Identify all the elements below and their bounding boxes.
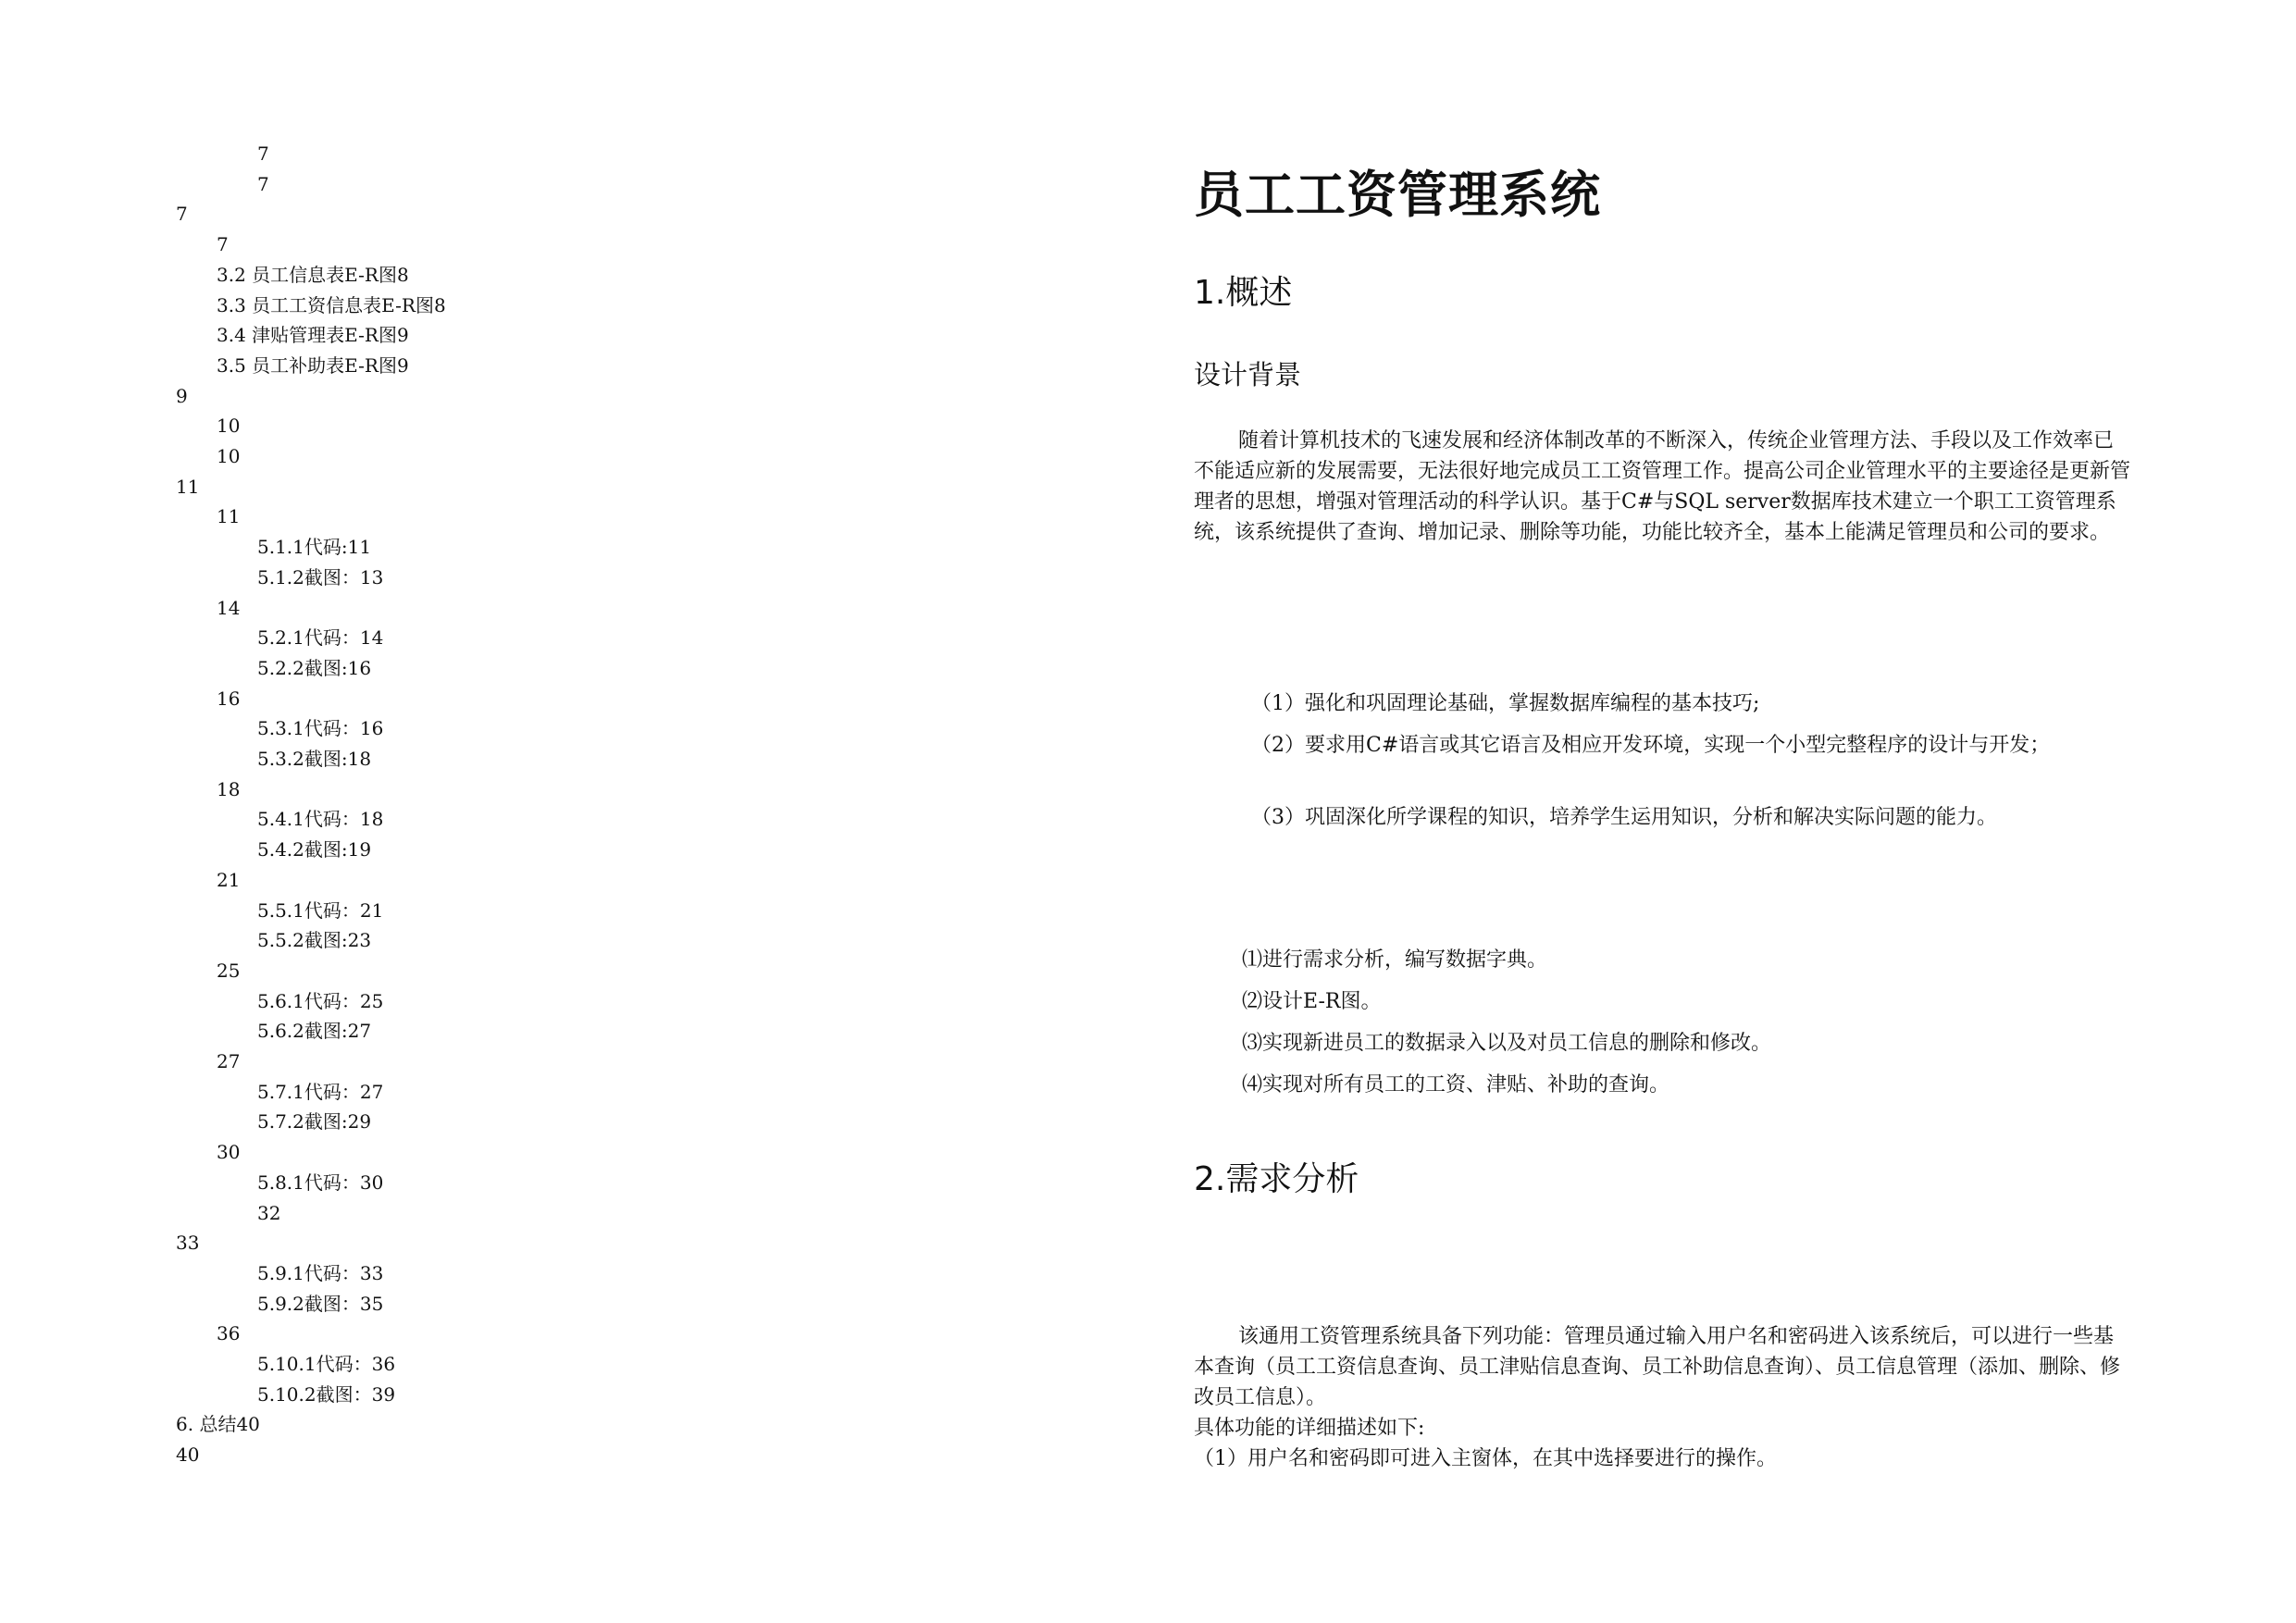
toc-entry: 5.9.1代码：33 [257,1261,384,1284]
requirements-paragraph-text: 该通用工资管理系统具备下列功能：管理员通过输入用户名和密码进入该系统后，可以进行一些基本查询（员工工资信息查询、员工津贴信息查询、员工补助信息查询）、员工信息管理（添加、删除、修改员工信息）。 [1194,1325,2121,1409]
requirements-paragraph [1194,1321,2133,1474]
toc-entry: 5.6.1代码：25 [257,989,384,1012]
goal-item-3: （3）巩固深化所学课程的知识，培养学生运用知识，分析和解决实际问题的能力。 [1251,806,1997,829]
toc-entry: 11 [217,505,241,528]
background-paragraph-text: 随着计算机技术的飞速发展和经济体制改革的不断深入，传统企业管理方法、手段以及工作效率已不能适应新的发展需要，无法很好地完成员工工资管理工作。提高公司企业管理水平的主要途径是更新管理者的思想，增强对管理活动的科学认识。基于C#与SQL server数据库技术建立一个职工工资管理系统，该系统提供了查询、增加记录、删除等功能，功能比较齐全，基本上能满足管理员和公司的要求。 [1194,429,2131,544]
toc-entry: 5.7.2截图:29 [257,1110,372,1134]
task-item-2: ⑵设计E-R图。 [1242,990,1382,1013]
toc-entry: 33 [176,1232,200,1255]
toc-entry: 3.4 津贴管理表E-R图9 [217,324,409,347]
task-item-1: ⑴进行需求分析，编写数据字典。 [1242,948,1548,972]
toc-entry: 3.2 员工信息表E-R图8 [217,263,409,286]
toc-entry: 5.9.2截图：35 [257,1292,384,1315]
toc-entry: 5.3.1代码：16 [257,717,384,740]
toc-entry: 21 [217,868,241,891]
requirements-detail-intro: 具体功能的详细描述如下: [1194,1417,1425,1440]
subsection-heading-background: 设计背景 [1194,359,1302,390]
toc-entry: 5.1.2截图：13 [257,565,384,588]
toc-entry: 5.5.2截图:23 [257,929,372,952]
toc-entry: 5.10.1代码：36 [257,1353,396,1375]
toc-entry: 27 [217,1050,241,1072]
toc-entry: 10 [217,415,241,438]
toc-entry: 36 [217,1322,241,1345]
toc-entry: 3.5 员工补助表E-R图9 [217,353,409,377]
goal-item-2: （2）要求用C#语言或其它语言及相应开发环境，实现一个小型完整程序的设计与开发； [1251,734,2051,757]
toc-entry: 32 [257,1201,281,1224]
toc-entry: 5.7.1代码：27 [257,1080,384,1103]
toc-entry: 5.4.1代码：18 [257,808,384,831]
toc-entry: 5.10.2截图：39 [257,1382,396,1406]
toc-entry: 5.2.2截图:16 [257,656,372,679]
toc-entry: 30 [217,1141,241,1164]
goal-item-1: （1）强化和巩固理论基础，掌握数据库编程的基本技巧; [1251,692,1760,715]
toc-entry: 6. 总结40 [176,1413,260,1436]
toc-entry: 16 [217,687,241,710]
toc-entry: 18 [217,777,241,800]
toc-entry: 5.1.1代码:11 [257,536,372,559]
toc-entry: 5.8.1代码：30 [257,1171,384,1194]
toc-entry: 11 [176,475,200,498]
task-item-3: ⑶实现新进员工的数据录入以及对员工信息的删除和修改。 [1242,1032,1772,1055]
document-title: 员工工资管理系统 [1194,166,1601,224]
toc-entry: 25 [217,959,241,982]
toc-entry: 40 [176,1443,200,1467]
toc-entry: 7 [257,142,269,165]
toc-entry: 5.2.1代码：14 [257,626,384,650]
section-heading-requirements: 2.需求分析 [1194,1160,1359,1198]
toc-entry: 7 [176,203,188,226]
toc-entry: 7 [257,172,269,195]
toc-entry: 5.3.2截图:18 [257,748,372,770]
toc-entry: 7 [217,233,229,256]
toc-entry: 5.4.2截图:19 [257,838,372,861]
requirements-item-1: （1）用户名和密码即可进入主窗体，在其中选择要进行的操作。 [1194,1447,1777,1470]
toc-entry: 5.6.2截图:27 [257,1020,372,1043]
toc-entry: 5.5.1代码：21 [257,898,384,922]
toc-entry: 14 [217,596,241,619]
toc-entry: 9 [176,384,188,407]
task-item-4: ⑷实现对所有员工的工资、津贴、补助的查询。 [1242,1073,1670,1096]
section-heading-overview: 1.概述 [1194,274,1293,312]
background-paragraph [1194,426,2133,548]
toc-entry: 10 [217,445,241,467]
toc-entry: 3.3 员工工资信息表E-R图8 [217,293,446,316]
